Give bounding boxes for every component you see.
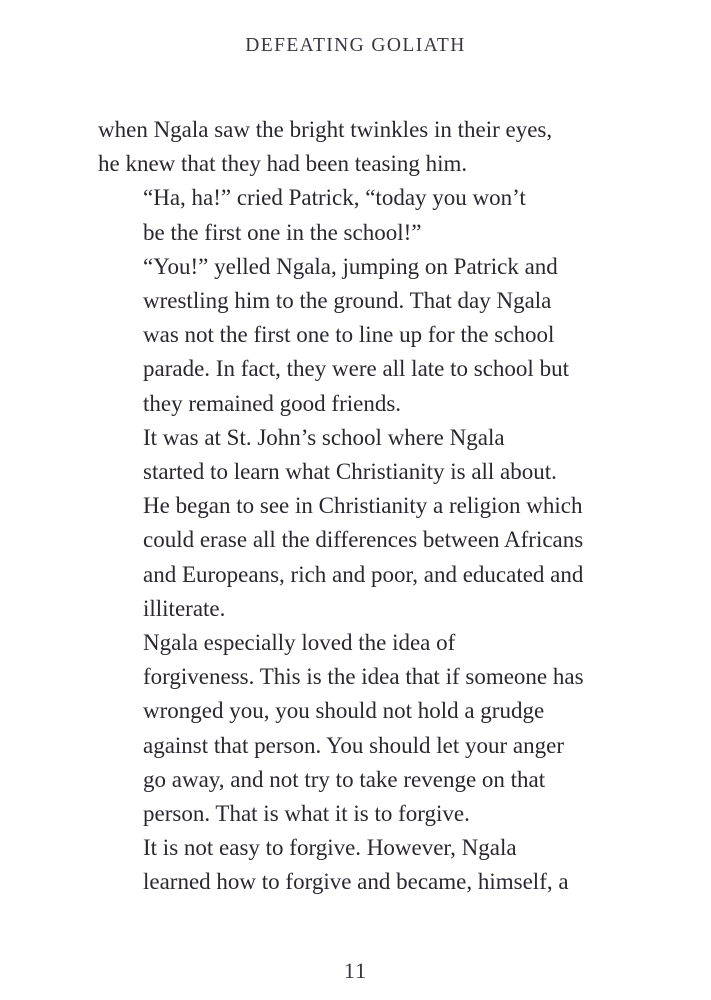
paragraph bbox=[98, 626, 628, 831]
text-line: go away, and not try to take revenge on that bbox=[143, 766, 546, 792]
paragraph bbox=[98, 181, 628, 249]
text-line: He began to see in Christianity a religion which bbox=[143, 493, 583, 519]
text-line: was not the first one to line up for the school bbox=[143, 322, 555, 348]
running-header: DEFEATING GOLIATH bbox=[245, 35, 466, 56]
text-line: started to learn what Christianity is all about. bbox=[143, 459, 557, 485]
page-number: 11 bbox=[343, 958, 368, 983]
body-text bbox=[98, 113, 628, 900]
text-line: “Ha, ha!” cried Patrick, “today you won’t bbox=[143, 185, 526, 211]
paragraph bbox=[98, 113, 628, 181]
text-line: when Ngala saw the bright twinkles in their eyes, bbox=[98, 117, 553, 142]
text-line: wronged you, you should not hold a grudge bbox=[143, 698, 545, 724]
text-line: wrestling him to the ground. That day Ngala bbox=[143, 288, 552, 314]
paragraph bbox=[98, 250, 628, 421]
text-line: forgiveness. This is the idea that if someone has bbox=[143, 664, 584, 690]
text-line: learned how to forgive and became, himself, a bbox=[143, 869, 569, 895]
text-line: parade. In fact, they were all late to school but bbox=[143, 356, 569, 382]
text-line: person. That is what it is to forgive. bbox=[143, 801, 470, 827]
text-line: against that person. You should let your anger bbox=[143, 732, 564, 758]
text-line: and Europeans, rich and poor, and educated and bbox=[143, 561, 584, 587]
text-line: illiterate. bbox=[143, 595, 226, 621]
text-line: Ngala especially loved the idea of bbox=[143, 630, 456, 656]
text-line: It was at St. John’s school where Ngala bbox=[143, 424, 505, 450]
text-line: could erase all the differences between Africans bbox=[143, 527, 584, 553]
paragraph bbox=[98, 421, 628, 626]
paragraph bbox=[98, 831, 628, 899]
text-line: he knew that they had been teasing him. bbox=[98, 151, 468, 177]
text-line: “You!” yelled Ngala, jumping on Patrick and bbox=[143, 253, 558, 279]
text-line: be the first one in the school!” bbox=[143, 219, 422, 245]
text-line: they remained good friends. bbox=[143, 390, 402, 416]
text-line: It is not easy to forgive. However, Ngala bbox=[143, 835, 517, 861]
